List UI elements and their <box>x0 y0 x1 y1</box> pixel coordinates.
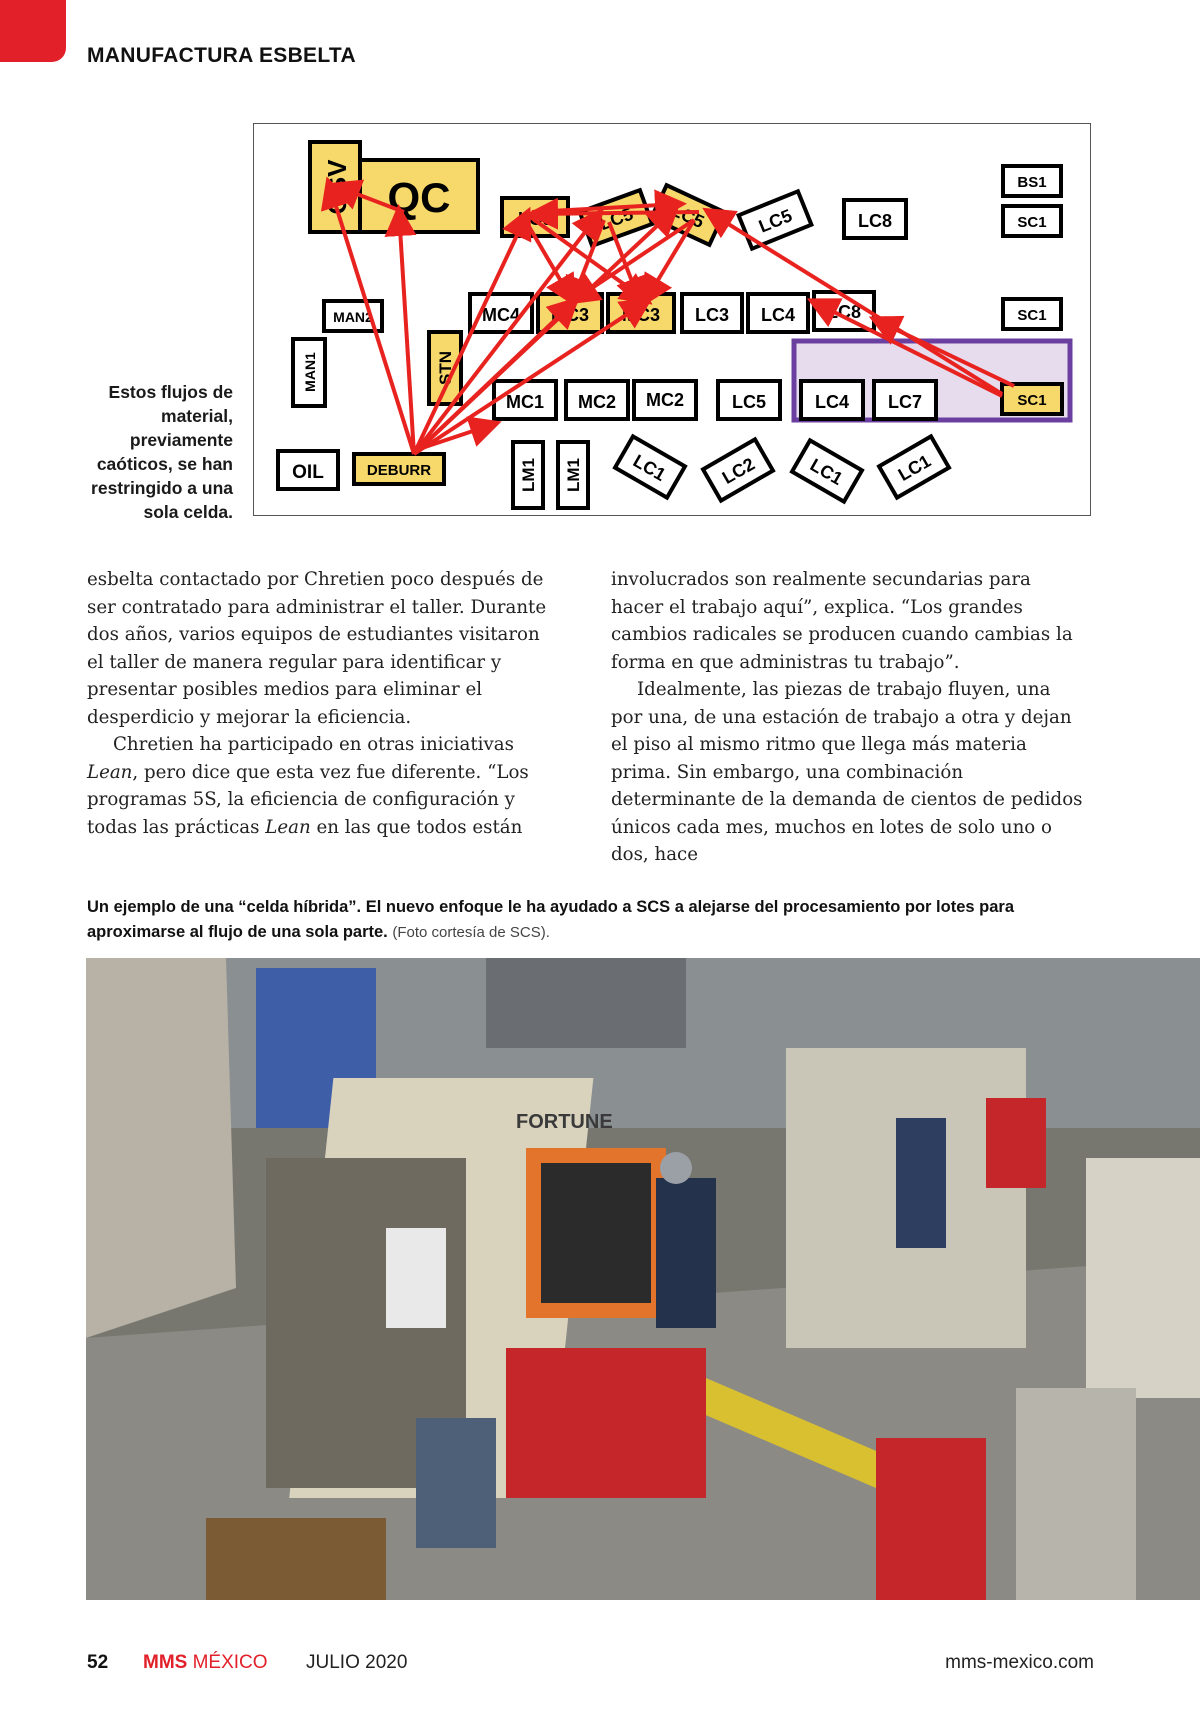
station-man1: MAN1 <box>302 352 318 392</box>
station-lm1-a: LM1 <box>519 458 538 492</box>
photo-caption-text: Un ejemplo de una “celda híbrida”. El nuevo enfoque le ha ayudado a SCS a alejarse del procesamiento por lotes para aproximarse al flujo de una sola parte. <box>87 898 1015 941</box>
station-sc1-cell: SC1 <box>1017 392 1047 409</box>
station-lc1-c: LC1 <box>894 450 935 486</box>
website-link[interactable]: mms-mexico.com <box>945 1652 1094 1673</box>
layout-diagram <box>253 123 1091 516</box>
machine-brand-label: FORTUNE <box>516 1111 613 1133</box>
page-number: 52 <box>87 1652 109 1673</box>
station-lc5-top-b: LC5 <box>667 199 708 233</box>
corner-tab <box>0 0 66 62</box>
station-mc3-b: MC3 <box>621 305 661 325</box>
station-deburr: DEBURR <box>366 462 432 479</box>
station-man2: MAN2 <box>333 309 373 325</box>
station-lc8-mid: LC8 <box>826 302 862 322</box>
figure-caption: Estos flujos de material, previamente caóticos, se han restringido a una sola celda. <box>91 382 233 522</box>
section-title: MANUFACTURA ESBELTA <box>87 44 356 67</box>
station-mc1: MC1 <box>505 392 545 412</box>
station-sc1-top: SC1 <box>1017 214 1047 231</box>
body-paragraph: Idealmente, las piezas de trabajo fluyen, una por una, de una estación de trabajo a otra y dejan el piso al mismo ritmo que llega más materia prima. Sin embargo, una combinación determinante de la demanda de cientos de pedidos únicos cada mes, muchos en lotes de solo uno o dos, hace <box>611 679 1083 865</box>
station-lm1-b: LM1 <box>564 458 583 492</box>
magazine-brand: MMS MÉXICO <box>143 1652 268 1673</box>
body-column-left <box>87 566 559 841</box>
station-osv: OSV <box>322 159 352 215</box>
station-mc2-a: MC2 <box>577 392 617 412</box>
issue-date: JULIO 2020 <box>306 1652 408 1673</box>
station-lc5-top-a: LC5 <box>596 203 636 235</box>
station-mc3-a: MC3 <box>550 305 590 325</box>
station-lc4-cell: LC4 <box>814 392 850 412</box>
photo-credit: (Foto cortesía de SCS). <box>392 924 550 941</box>
station-lc5-top-c: LC5 <box>755 205 795 237</box>
station-lc1-a: LC1 <box>629 450 670 486</box>
station-bs1: BS1 <box>1017 174 1047 191</box>
station-lc4-mid: LC4 <box>760 305 796 325</box>
body-paragraph: esbelta contactado por Chretien poco después de ser contratado para administrar el taller. Durante dos años, varios equipos de estudiantes visitaron el taller de manera regular para identificar y presentar posibles medios para eliminar el desperdicio y mejorar la eficiencia. <box>87 569 547 728</box>
station-mc2-b: MC2 <box>645 390 685 410</box>
photo-caption <box>87 895 1087 945</box>
station-lc1-b: LC1 <box>806 454 847 490</box>
body-paragraph: Chretien ha participado en otras iniciativas Lean, pero dice que esta vez fue diferente. “Los programas 5S, la eficiencia de configuración y todas las prácticas Lean en las que todos están <box>87 734 529 838</box>
station-lc6-top: LC6 <box>517 209 553 229</box>
body-paragraph: involucrados son realmente secundarias para hacer el trabajo aquí”, explica. “Los grandes cambios radicales se producen cuando cambias la forma en que administras tu trabajo”. <box>611 569 1073 673</box>
station-qc: QC <box>387 174 451 221</box>
station-stn: STN <box>436 351 455 385</box>
body-column-right <box>611 566 1087 869</box>
station-lc2: LC2 <box>718 453 759 489</box>
station-lc7: LC7 <box>887 392 923 412</box>
station-oil: OIL <box>292 462 324 483</box>
station-lc3: LC3 <box>694 305 730 325</box>
station-sc1-mid: SC1 <box>1017 307 1047 324</box>
factory-floor-photo <box>86 958 1200 1600</box>
station-lc8-top: LC8 <box>857 211 893 231</box>
station-lc5-mid: LC5 <box>731 392 767 412</box>
station-mc4: MC4 <box>481 305 521 325</box>
